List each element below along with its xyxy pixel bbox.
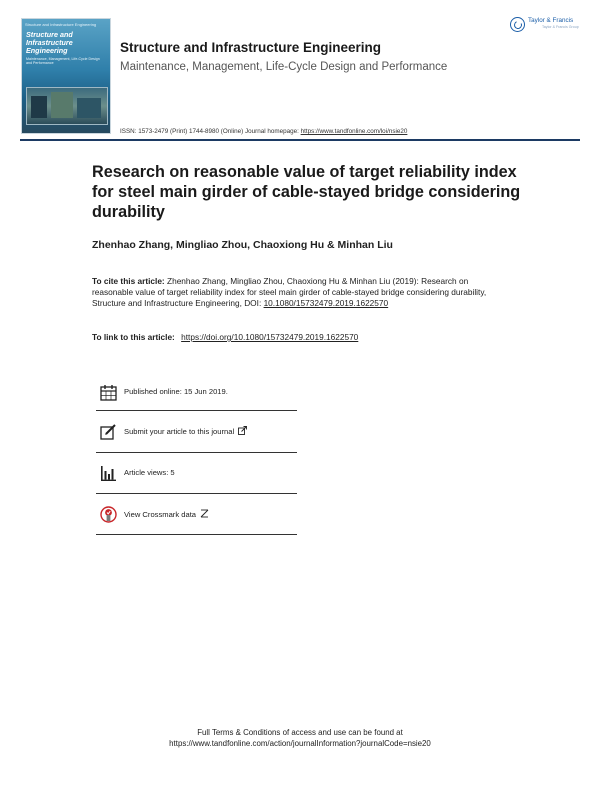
submit-article-link[interactable] [124, 426, 247, 436]
issn-text: ISSN: 1573-2479 (Print) 1744-8980 (Online) Journal homepage: [120, 128, 299, 135]
cite-label: To cite this article: [92, 276, 165, 286]
external-link-icon [238, 426, 247, 435]
issn-line [120, 128, 407, 135]
article-link-line [92, 332, 358, 342]
article-doi-url-link[interactable]: https://doi.org/10.1080/15732479.2019.1622570 [181, 332, 359, 342]
bar-chart-icon [100, 465, 117, 482]
info-divider [96, 534, 297, 535]
article-authors: Zhenhao Zhang, Mingliao Zhou, Chaoxiong Hu & Minhan Liu [92, 239, 393, 251]
publisher-logo[interactable] [510, 16, 584, 36]
cite-text: Zhenhao Zhang, Mingliao Zhou, Chaoxiong Hu & Minhan Liu (2019): Research on reasonable value of target reliability index for steel main girder of cable-stayed bridge considering durability, Structure and Infrastructure Engineering, DOI: [92, 276, 487, 308]
footer-terms-link[interactable]: https://www.tandfonline.com/action/journalInformation?journalCode=nsie20 [169, 739, 431, 748]
footer [0, 727, 600, 749]
cover-top-text: Structure and Infrastructure Engineering [25, 22, 97, 27]
publisher-logo-icon [510, 17, 525, 32]
cover-title: Structure and Infrastructure Engineering [26, 30, 73, 55]
journal-homepage-link[interactable]: https://www.tandfonline.com/loi/nsie20 [300, 128, 408, 135]
journal-subtitle: Maintenance, Management, Life-Cycle Design and Performance [120, 61, 448, 73]
edit-icon [100, 423, 117, 440]
journal-cover-image [21, 18, 111, 134]
crossmark-label: View Crossmark data [124, 510, 197, 519]
crossmark-row[interactable] [96, 494, 297, 532]
citation-block [92, 276, 504, 309]
crossmark-icon [100, 506, 117, 523]
doi-link[interactable]: 10.1080/15732479.2019.1622570 [263, 298, 389, 308]
link-label: To link to this article: [92, 332, 175, 342]
cover-photo [26, 87, 108, 125]
header-divider [20, 139, 580, 141]
publisher-logo-text: Taylor & Francis [528, 17, 574, 24]
submit-article-row[interactable] [96, 411, 297, 449]
published-date: Published online: 15 Jun 2019. [124, 387, 228, 396]
article-views: Article views: 5 [124, 468, 175, 477]
publisher-logo-tagline: Taylor & Francis Group [542, 25, 579, 29]
article-title: Research on reasonable value of target reliability index for steel main girder of cable-stayed bridge considering durability [92, 163, 521, 221]
article-views-row [96, 453, 297, 491]
journal-title: Structure and Infrastructure Engineering [120, 40, 382, 55]
external-link-icon [200, 509, 209, 518]
published-row [96, 372, 297, 410]
calendar-icon [100, 384, 117, 401]
crossmark-link[interactable] [124, 509, 209, 519]
submit-article-label: Submit your article to this journal [124, 427, 235, 436]
cover-subtitle: Maintenance, Management, Life-Cycle Design and Performance [26, 57, 100, 66]
footer-terms-text: Full Terms & Conditions of access and use can be found at [197, 728, 403, 737]
